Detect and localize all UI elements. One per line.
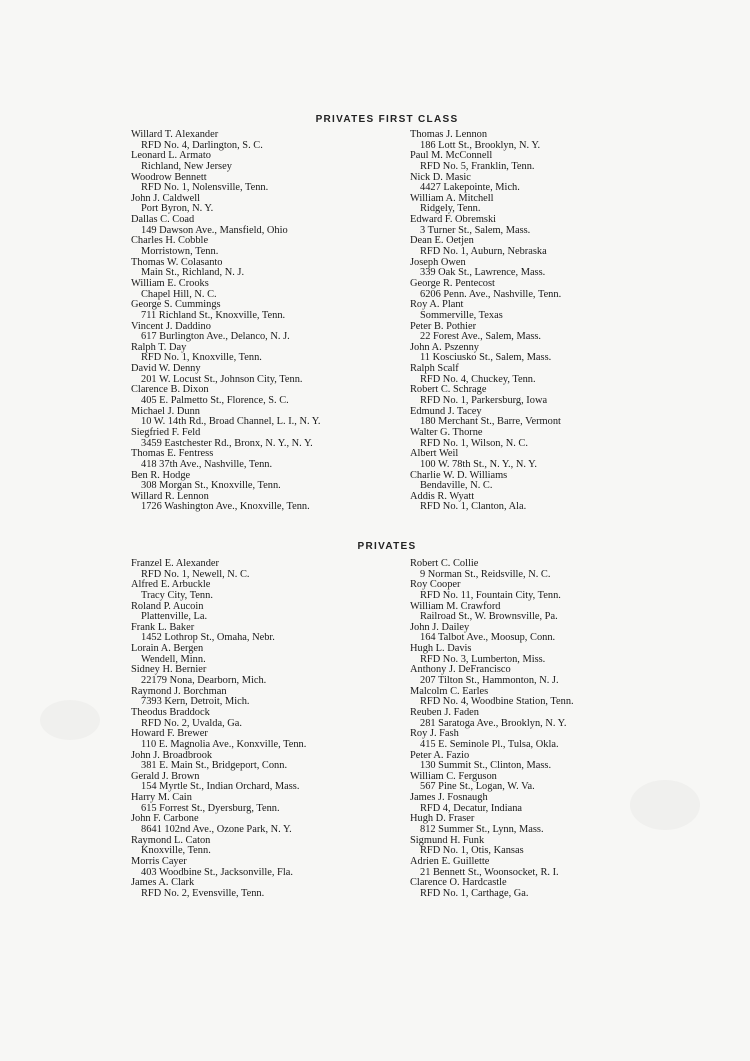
soldier-address: RFD No. 4, Woodbine Station, Tenn. [420,696,574,708]
soldier-address: Richland, New Jersey [141,160,232,172]
soldier-name: Reuben J. Faden [410,706,479,718]
soldier-address: 711 Richland St., Knoxville, Tenn. [141,309,286,321]
section-title-privates-first-class: PRIVATES FIRST CLASS [315,114,459,125]
soldier-name: Thomas J. Lennon [410,129,488,140]
soldier-name: James A. Clark [131,877,195,889]
soldier-address: Tracy City, Tenn. [141,589,213,601]
soldier-name: Dallas C. Coad [131,214,195,226]
roster-entry [131,471,401,492]
roster-entry [410,623,670,644]
roster-entry [131,194,401,215]
soldier-address: Port Byron, N. Y. [141,203,214,215]
roster-entry [131,559,401,580]
roster-entry [410,580,670,601]
roster-entry [131,322,401,343]
soldier-address: 22179 Nona, Dearborn, Mich. [141,675,267,687]
soldier-address: 110 E. Magnolia Ave., Konxville, Tenn. [141,738,307,750]
section-title-privates: PRIVATES [357,541,417,552]
roster-entry [410,300,670,321]
roster-entry [410,279,670,300]
soldier-name: Hugh D. Fraser [410,813,475,825]
soldier-name: Anthony J. DeFrancisco [410,664,511,676]
roster-entry [131,385,401,406]
roster-entry [410,687,670,708]
soldier-address: RFD No. 2, Evensville, Tenn. [141,887,265,899]
soldier-name: Morris Cayer [131,855,187,867]
roster-entry [131,793,401,814]
soldier-name: John J. Caldwell [131,192,200,204]
roster-entry [131,814,401,835]
soldier-name: Franzel E. Alexander [131,558,219,569]
soldier-name: Joseph Owen [410,256,466,268]
soldier-name: Clarence B. Dixon [131,384,209,396]
soldier-address: 8641 102nd Ave., Ozone Park, N. Y. [141,824,292,836]
roster-entry [410,836,670,857]
roster-entry [131,279,401,300]
roster-entry [131,665,401,686]
roster-entry [131,687,401,708]
soldier-address: 339 Oak St., Lawrence, Mass. [420,267,546,279]
soldier-name: Lorain A. Bergen [131,643,204,655]
roster-entry [410,857,670,878]
soldier-address: 405 E. Palmetto St., Florence, S. C. [141,395,289,407]
roster-entry [131,623,401,644]
roster-entry [131,751,401,772]
roster-entry [131,343,401,364]
soldier-name: Willard T. Alexander [131,129,219,140]
soldier-address: RFD No. 2, Uvalda, Ga. [141,717,243,729]
soldier-name: Clarence O. Hardcastle [410,877,507,889]
soldier-name: Nick D. Masic [410,171,471,183]
soldier-address: 415 E. Seminole Pl., Tulsa, Okla. [420,738,559,750]
soldier-name: Raymond L. Caton [131,834,211,846]
soldier-name: Albert Weil [410,448,459,460]
soldier-name: Ben R. Hodge [131,469,191,481]
roster-entry [410,428,670,449]
roster-entry [131,729,401,750]
soldier-name: Ralph Scalf [410,363,459,375]
soldier-address: 308 Morgan St., Knoxville, Tenn. [141,480,281,492]
roster-entry [410,751,670,772]
soldier-address: RFD No. 1, Carthage, Ga. [420,887,529,899]
soldier-address: 812 Summer St., Lynn, Mass. [420,824,544,836]
roster-entry [410,407,670,428]
soldier-address: RFD No. 1, Newell, N. C. [141,568,250,580]
soldier-address: Knoxville, Tenn. [141,845,211,857]
soldier-address: 1452 Lothrop St., Omaha, Nebr. [141,632,275,644]
soldier-address: Main St., Richland, N. J. [141,267,245,279]
soldier-name: Adrien E. Guillette [410,855,490,867]
roster-entry [410,814,670,835]
soldier-name: Addis R. Wyatt [410,490,475,502]
roster-entry [131,772,401,793]
soldier-address: 180 Merchant St., Barre, Vermont [420,416,561,428]
soldier-address: 207 Tilton St., Hammonton, N. J. [420,675,559,687]
soldier-address: Wendell, Minn. [141,653,206,665]
soldier-name: Thomas E. Fentress [131,448,214,460]
soldier-address: 9 Norman St., Reidsville, N. C. [420,568,551,580]
roster-entry [410,343,670,364]
roster-entry [410,729,670,750]
soldier-name: Peter B. Pothier [410,320,477,332]
soldier-name: John J. Broadbrook [131,749,213,761]
roster-entry [410,258,670,279]
roster-entry [131,407,401,428]
soldier-name: Edmund J. Tacey [410,405,482,417]
roster-entry [410,449,670,470]
roster-entry [131,428,401,449]
soldier-address: 100 W. 78th St., N. Y., N. Y. [420,458,537,470]
soldier-name: Sigmund H. Funk [410,834,485,846]
soldier-address: 281 Saratoga Ave., Brooklyn, N. Y. [420,717,567,729]
roster-entry [131,300,401,321]
roster-entry [131,364,401,385]
roster-entry [131,602,401,623]
roster-entry [131,258,401,279]
soldier-name: Dean E. Oetjen [410,235,474,247]
soldier-name: Theodus Braddock [131,706,210,718]
soldier-name: George S. Cummings [131,299,221,311]
roster-entry [410,364,670,385]
soldier-address: RFD 4, Decatur, Indiana [420,802,523,814]
soldier-name: Alfred E. Arbuckle [131,579,211,591]
soldier-address: RFD No. 1, Nolensville, Tenn. [141,182,269,194]
roster-entry [131,173,401,194]
roster-entry [410,492,670,513]
soldier-name: David W. Denny [131,363,201,375]
soldier-address: Morristown, Tenn. [141,246,219,258]
soldier-address: 1726 Washington Ave., Knoxville, Tenn. [141,501,310,513]
soldier-name: John A. Pszenny [410,341,479,353]
soldier-name: Leonard L. Armato [131,150,211,162]
soldier-address: RFD No. 4, Chuckey, Tenn. [420,373,536,385]
soldier-address: RFD No. 5, Franklin, Tenn. [420,160,535,172]
soldier-name: Robert C. Collie [410,558,479,569]
soldier-name: Roland P. Aucoin [131,600,204,612]
privates-right-column [410,559,670,900]
soldier-name: Charles H. Cobble [131,235,209,247]
soldier-address: RFD No. 11, Fountain City, Tenn. [420,589,561,601]
soldier-address: 403 Woodbine St., Jacksonville, Fla. [141,866,293,878]
soldier-address: 164 Talbot Ave., Moosup, Conn. [420,632,556,644]
soldier-address: RFD No. 1, Parkersburg, Iowa [420,395,548,407]
soldier-name: Siegfried F. Feld [131,426,201,438]
roster-entry [131,644,401,665]
soldier-address: 149 Dawson Ave., Mansfield, Ohio [141,224,288,236]
soldier-address: Bendaville, N. C. [420,480,493,492]
soldier-address: 22 Forest Ave., Salem, Mass. [420,331,542,343]
privates-left-column [131,559,401,900]
soldier-name: Edward F. Obremski [410,214,497,226]
soldier-address: 6206 Penn. Ave., Nashville, Tenn. [420,288,562,300]
pfc-left-column [131,130,401,513]
soldier-name: Malcolm C. Earles [410,685,489,697]
soldier-address: Chapel Hill, N. C. [141,288,217,300]
roster-entry [410,708,670,729]
roster-entry [131,708,401,729]
soldier-name: Harry M. Cain [131,792,192,804]
soldier-name: William M. Crawford [410,600,501,612]
soldier-name: Roy A. Plant [410,299,464,311]
roster-entry [131,857,401,878]
roster-entry [410,602,670,623]
roster-entry [410,151,670,172]
roster-entry [131,151,401,172]
soldier-name: Peter A. Fazio [410,749,470,761]
soldier-address: 567 Pine St., Logan, W. Va. [420,781,535,793]
roster-entry [410,322,670,343]
soldier-name: William C. Ferguson [410,770,497,782]
roster-entry [410,194,670,215]
soldier-address: Railroad St., W. Brownsville, Pa. [420,611,558,623]
soldier-name: Howard F. Brewer [131,728,208,740]
soldier-address: Sommerville, Texas [420,309,503,321]
roster-entry [410,772,670,793]
roster-entry [410,130,670,151]
soldier-name: Charlie W. D. Williams [410,469,508,481]
soldier-name: Ralph T. Day [131,341,187,353]
soldier-address: 130 Summit St., Clinton, Mass. [420,760,552,772]
soldier-name: Walter G. Thorne [410,426,483,438]
roster-entry [131,449,401,470]
soldier-name: William E. Crooks [131,277,209,289]
soldier-address: 186 Lott St., Brooklyn, N. Y. [420,139,541,151]
soldier-address: 418 37th Ave., Nashville, Tenn. [141,458,273,470]
soldier-address: RFD No. 1, Wilson, N. C. [420,437,528,449]
soldier-address: Ridgely, Tenn. [420,203,481,215]
soldier-name: Roy Cooper [410,579,461,591]
soldier-name: Raymond J. Borchman [131,685,227,697]
soldier-address: 201 W. Locust St., Johnson City, Tenn. [141,373,303,385]
soldier-address: RFD No. 3, Lumberton, Miss. [420,653,546,665]
roster-entry [410,793,670,814]
soldier-address: 10 W. 14th Rd., Broad Channel, L. I., N. Y. [141,416,321,428]
soldier-name: William A. Mitchell [410,192,494,204]
roster-entry [410,878,670,899]
soldier-address: 3459 Eastchester Rd., Bronx, N. Y., N. Y. [141,437,313,449]
soldier-address: 21 Bennett St., Woonsocket, R. I. [420,866,559,878]
soldier-address: 154 Myrtle St., Indian Orchard, Mass. [141,781,300,793]
soldier-name: Willard R. Lennon [131,490,209,502]
soldier-name: Hugh L. Davis [410,643,472,655]
soldier-name: Frank L. Baker [131,621,195,633]
soldier-address: 7393 Kern, Detroit, Mich. [141,696,250,708]
roster-entry [410,385,670,406]
soldier-name: Michael J. Dunn [131,405,200,417]
roster-entry [410,665,670,686]
roster-entry [410,236,670,257]
roster-entry [131,836,401,857]
soldier-address: 617 Burlington Ave., Delanco, N. J. [141,331,290,343]
roster-entry [410,644,670,665]
soldier-address: RFD No. 1, Knoxville, Tenn. [141,352,262,364]
soldier-name: James J. Fosnaugh [410,792,488,804]
roster-entry [131,215,401,236]
soldier-name: George R. Pentecost [410,277,495,289]
soldier-name: Woodrow Bennett [131,171,207,183]
soldier-address: RFD No. 1, Otis, Kansas [420,845,524,857]
roster-entry [131,236,401,257]
roster-entry [410,173,670,194]
soldier-name: John F. Carbone [131,813,199,825]
soldier-address: RFD No. 4, Darlington, S. C. [141,139,263,151]
roster-entry [131,878,401,899]
soldier-name: Sidney H. Bernier [131,664,207,676]
soldier-address: RFD No. 1, Clanton, Ala. [420,501,527,513]
soldier-name: Vincent J. Daddino [131,320,211,332]
soldier-address: 11 Kosciusko St., Salem, Mass. [420,352,552,364]
roster-entry [410,559,670,580]
soldier-address: 3 Turner St., Salem, Mass. [420,224,531,236]
soldier-name: Thomas W. Colasanto [131,256,223,268]
roster-entry [410,471,670,492]
pfc-right-column [410,130,670,513]
soldier-name: Robert C. Schrage [410,384,487,396]
soldier-name: Roy J. Fash [410,728,459,740]
soldier-address: RFD No. 1, Auburn, Nebraska [420,246,547,258]
roster-entry [410,215,670,236]
soldier-address: 381 E. Main St., Bridgeport, Conn. [141,760,288,772]
soldier-name: Paul M. McConnell [410,150,493,162]
soldier-address: 4427 Lakepointe, Mich. [420,182,520,194]
roster-entry [131,492,401,513]
paper-smudge [40,700,100,740]
soldier-name: John J. Dailey [410,621,470,633]
roster-entry [131,130,401,151]
soldier-name: Gerald J. Brown [131,770,200,782]
soldier-address: Plattenville, La. [141,611,208,623]
soldier-address: 615 Forrest St., Dyersburg, Tenn. [141,802,280,814]
roster-entry [131,580,401,601]
